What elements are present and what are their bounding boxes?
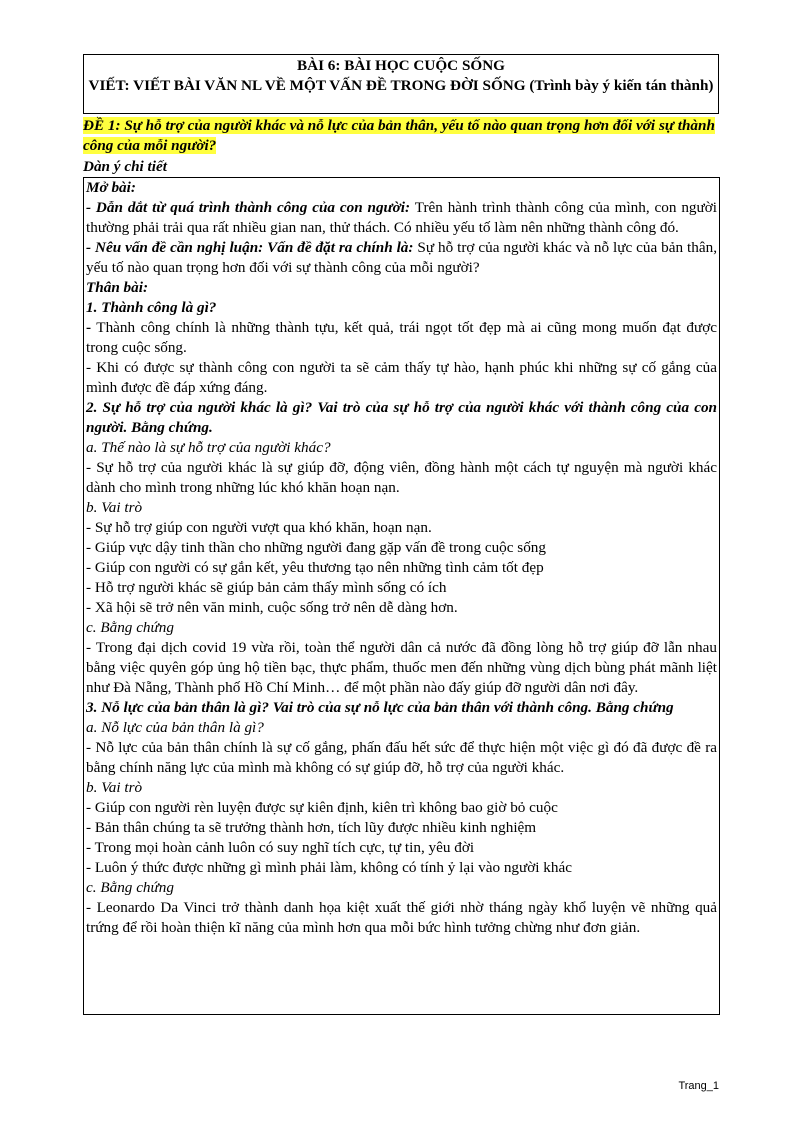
writing-task-title: VIẾT: VIẾT BÀI VĂN NL VỀ MỘT VẤN ĐỀ TRONG ĐỜI SỐNG (Trình bày ý kiến tán thành): [88, 76, 714, 94]
section-2-title: 2. Sự hỗ trợ của người khác là gì? Vai trò của sự hỗ trợ của người khác với thành công của con người. Bằng chứng.: [86, 399, 717, 436]
section-2b-title: b. Vai trò: [86, 499, 143, 516]
prompt-label: ĐỀ 1:: [83, 117, 121, 134]
section-1-title: 1. Thành công là gì?: [86, 299, 217, 316]
essay-prompt: [83, 116, 723, 156]
section-2a-title: a. Thế nào là sự hỗ trợ của người khác?: [86, 439, 331, 456]
section-2b-point-2: - Giúp vực dậy tinh thần cho những người đang gặp vấn đề trong cuộc sống: [86, 539, 546, 556]
section-2b-point-1: - Sự hỗ trợ giúp con người vượt qua khó khăn, hoạn nạn.: [86, 519, 432, 536]
section-3b-point-4: - Luôn ý thức được những gì mình phải làm, không có tính ỷ lại vào người khác: [86, 859, 572, 876]
section-3c-title: c. Bằng chứng: [86, 879, 174, 896]
body-heading: Thân bài:: [86, 279, 149, 296]
section-3a-title: a. Nỗ lực của bản thân là gì?: [86, 719, 264, 736]
intro-heading: Mở bài:: [86, 179, 136, 196]
section-2c-title: c. Bằng chứng: [86, 619, 174, 636]
section-3c-point-1: - Leonardo Da Vinci trở thành danh họa kiệt xuất thế giới nhờ tháng ngày khổ luyện vẽ những quả trứng để rồi hoàn thiện kĩ năng của mình hơn qua mỗi bức hình tưởng chừng như đơn giản.: [86, 899, 717, 936]
section-2c-point-1: - Trong đại dịch covid 19 vừa rồi, toàn thể người dân cả nước đã đồng lòng hỗ trợ giúp đỡ lẫn nhau bằng việc quyên góp ủng hộ tiền bạc, thực phẩm, thuốc men đến những vùng dịch bùng phát mãnh liệt như Đà Nẵng, Thành phố Hồ Chí Minh… để một phần nào đấy giúp đỡ người dân nơi đây.: [86, 639, 717, 696]
section-2b-point-3: - Giúp con người có sự gắn kết, yêu thương tạo nên những tình cảm tốt đẹp: [86, 559, 544, 576]
section-3a-point-1: - Nỗ lực của bản thân chính là sự cố gắng, phấn đấu hết sức để thực hiện một việc gì đó đã được đề ra bằng chính năng lực của mình mà không có sự giúp đỡ, hỗ trợ của người khác.: [86, 739, 717, 776]
section-1-point-1: - Thành công chính là những thành tựu, kết quả, trái ngọt tốt đẹp mà ai cũng mong muốn đạt được trong cuộc sống.: [86, 319, 717, 356]
section-3b-title: b. Vai trò: [86, 779, 143, 796]
section-3b-point-1: - Giúp con người rèn luyện được sự kiên định, kiên trì không bao giờ bỏ cuộc: [86, 799, 558, 816]
outline-heading: Dàn ý chi tiết: [83, 158, 167, 175]
prompt-text: Sự hỗ trợ của người khác và nỗ lực của bản thân, yếu tố nào quan trọng hơn đối với sự thành công của mỗi người?: [83, 117, 715, 154]
lesson-title: BÀI 6: BÀI HỌC CUỘC SỐNG: [296, 57, 505, 74]
section-3b-point-2: - Bản thân chúng ta sẽ trưởng thành hơn, tích lũy được nhiều kinh nghiệm: [86, 819, 537, 836]
page-number: Trang_1: [678, 1080, 719, 1092]
section-3-title: 3. Nỗ lực của bản thân là gì? Vai trò của sự nỗ lực của bản thân với thành công. Bằng chứng: [86, 699, 674, 716]
intro-point-2: - Nêu vấn đề cần nghị luận: Vấn đề đặt ra chính là: Sự hỗ trợ của người khác và nỗ lực của bản thân, yếu tố nào quan trọng hơn đối với sự thành công của mỗi người?: [86, 239, 717, 276]
section-2b-point-5: - Xã hội sẽ trở nên văn minh, cuộc sống trở nên dễ dàng hơn.: [86, 599, 458, 616]
title-box: [83, 54, 719, 114]
section-2b-point-4: - Hỗ trợ người khác sẽ giúp bản cảm thấy mình sống có ích: [86, 579, 447, 596]
section-3b-point-3: - Trong mọi hoàn cảnh luôn có suy nghĩ tích cực, tự tin, yêu đời: [86, 839, 475, 856]
section-1-point-2: - Khi có được sự thành công con người ta sẽ cảm thấy tự hào, hạnh phúc khi những sự cố gắng của mình được đề đáp xứng đáng.: [86, 359, 717, 396]
outline-box: [83, 177, 720, 1015]
section-2a-point-1: - Sự hỗ trợ của người khác là sự giúp đỡ, động viên, đồng hành một cách tự nguyện mà người khác dành cho mình trong những lúc khó khăn hoạn nạn.: [86, 459, 717, 496]
intro-point-1: - Dẫn dắt từ quá trình thành công của con người: Trên hành trình thành công của mình, con người thường phải trải qua rất nhiều gian nan, thử thách. Có nhiều yếu tố làm nên những thành công đó.: [86, 199, 717, 236]
